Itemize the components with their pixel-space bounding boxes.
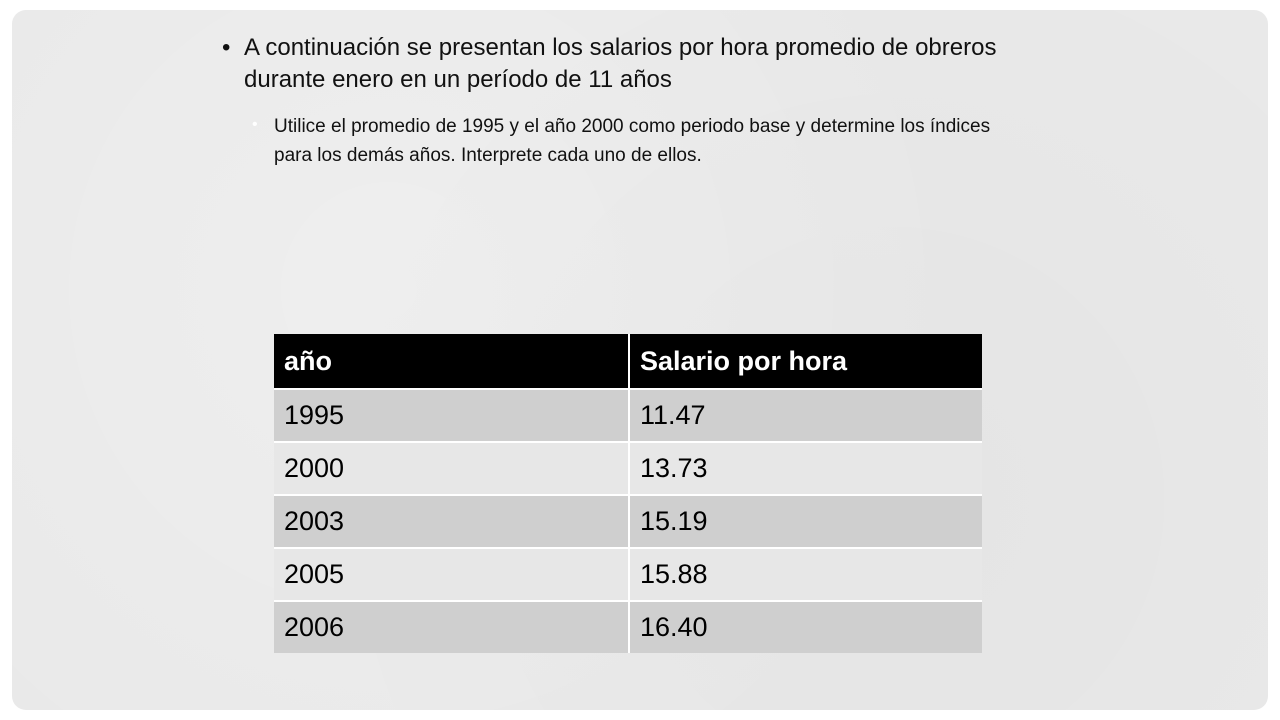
cell-year: 2000	[274, 442, 629, 495]
header-salary: Salario por hora	[629, 334, 982, 389]
header-year: año	[274, 334, 629, 389]
salary-table	[274, 334, 982, 653]
cell-salary: 15.19	[629, 495, 982, 548]
table-row	[274, 389, 982, 442]
cell-salary: 11.47	[629, 389, 982, 442]
bullet-item-main	[222, 32, 1042, 96]
table-row	[274, 601, 982, 653]
cell-salary: 15.88	[629, 548, 982, 601]
cell-salary: 13.73	[629, 442, 982, 495]
table-row	[274, 442, 982, 495]
bullet-icon: •	[222, 34, 231, 61]
bullet-sub-text: Utilice el promedio de 1995 y el año 2000 como periodo base y determine los índices para los demás años. Interprete cada uno de ellos.	[274, 116, 991, 166]
table-header-row	[274, 334, 982, 389]
bullet-item-sub	[252, 112, 994, 170]
cell-year: 2005	[274, 548, 629, 601]
cell-salary: 16.40	[629, 601, 982, 653]
bullet-main-text: A continuación se presentan los salarios por hora promedio de obreros durante enero en un período de 11 años	[244, 34, 997, 93]
cell-year: 2006	[274, 601, 629, 653]
cell-year: 1995	[274, 389, 629, 442]
bullet-list	[222, 32, 1042, 170]
sub-bullet-icon: •	[252, 116, 258, 133]
table-row	[274, 548, 982, 601]
cell-year: 2003	[274, 495, 629, 548]
slide	[12, 10, 1268, 710]
table-row	[274, 495, 982, 548]
